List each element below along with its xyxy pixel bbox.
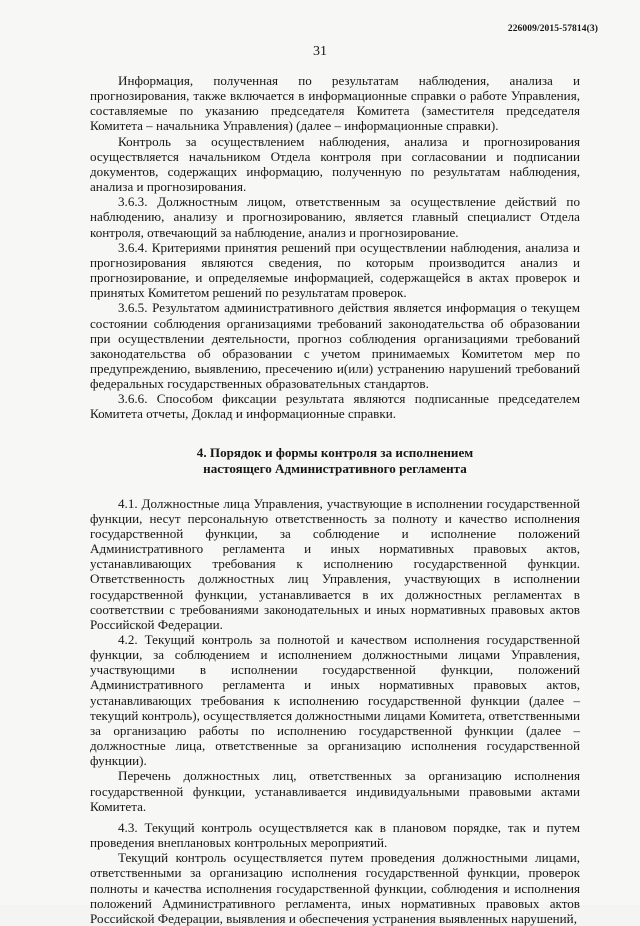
paragraph-3-6-5: 3.6.5. Результатом административного действия является информация о текущем состоянии соблюдения организациями требований законодательства об образовании при осуществлении деятельности, прогноз соблюдения организациями требований законодательства об образовании с учетом принимаемых Комитетом мер по предупреждению, выявлению, пресечению и(или) устранению нарушений требований федеральных государственных образовательных стандартов.	[90, 300, 580, 392]
paragraph-3-6-4: 3.6.4. Критериями принятия решений при осуществлении наблюдения, анализа и прогнозирования являются сведения, по которым производится анализ и прогнозирование, и определяемые информацией, содержащейся в актах проверок и принятых Комитетом решений по результатам проверок.	[90, 239, 580, 301]
page-number: 31	[313, 44, 327, 59]
paragraph-4-2: 4.2. Текущий контроль за полнотой и качеством исполнения государственной функции, за соблюдением и исполнением должностными лицами Управления, участвующими в исполнении государственной функции, положений Административного регламента и иных нормативных правовых актов, устанавливающих требования к исполнению государственной функции (далее – текущий контроль), осуществляется должностными лицами Комитета, ответственными за организацию работы по исполнению государственной функции (далее – должностные лица, ответственные за организацию исполнения государственной функции).	[90, 632, 580, 769]
paragraph-4-1: 4.1. Должностные лица Управления, участвующие в исполнении государственной функции, несут персональную ответственность за полноту и качество исполнения государственной функции, за соблюдение и исполнение положений Административного регламента и иных нормативных правовых актов, устанавливающих требования к исполнению государственной функции. Ответственность должностных лиц Управления, участвующих в исполнении государственной функции, устанавливается в их должностных регламентах в соответствии с требованиями законодательных и иных нормативных правовых актов Российской Федерации.	[90, 495, 580, 632]
paragraph-control-monitoring: Контроль за осуществлением наблюдения, анализа и прогнозирования осуществляется начальником Отдела контроля при согласовании и подписании документов, содержащих информацию, полученную по результатам наблюдения, анализа и прогнозирования.	[90, 133, 580, 195]
section-4-title-line-1: 4. Порядок и формы контроля за исполнением	[196, 444, 474, 460]
paragraph-officials-list: Перечень должностных лиц, ответственных за организацию исполнения государственной функции, устанавливается индивидуальными правовыми актами Комитета.	[90, 768, 580, 814]
document-body	[90, 73, 580, 926]
paragraph-4-3: 4.3. Текущий контроль осуществляется как в плановом порядке, так и путем проведения внеплановых контрольных мероприятий.	[90, 819, 580, 851]
paragraph-info-reports: Информация, полученная по результатам наблюдения, анализа и прогнозирования, также включается в информационные справки о работе Управления, составляемые по указанию председателя Комитета (заместителя председателя Комитета – начальника Управления) (далее – информационные справки).	[90, 73, 580, 134]
paragraph-3-6-3: 3.6.3. Должностным лицом, ответственным за осуществление действий по наблюдению, анализу и прогнозированию, является главный специалист Отдела контроля, отвечающий за наблюдение, анализ и прогнозирование.	[90, 194, 580, 240]
section-4-heading	[90, 445, 580, 477]
document-number: 226009/2015-57814(3)	[507, 24, 598, 34]
paragraph-3-6-6: 3.6.6. Способом фиксации результата являются подписанные председателем Комитета отчеты, Доклад и информационные справки.	[90, 391, 580, 422]
paragraph-current-control: Текущий контроль осуществляется путем проведения должностными лицами, ответственными за организацию исполнения государственной функции, проверок полноты и качества исполнения государственной функции, соблюдения и исполнения положений Административного регламента, иных нормативных правовых актов Российской Федерации, выявления и обеспечения устранения выявленных нарушений,	[90, 850, 580, 926]
section-4-title-line-2: настоящего Административного регламента	[203, 460, 467, 476]
